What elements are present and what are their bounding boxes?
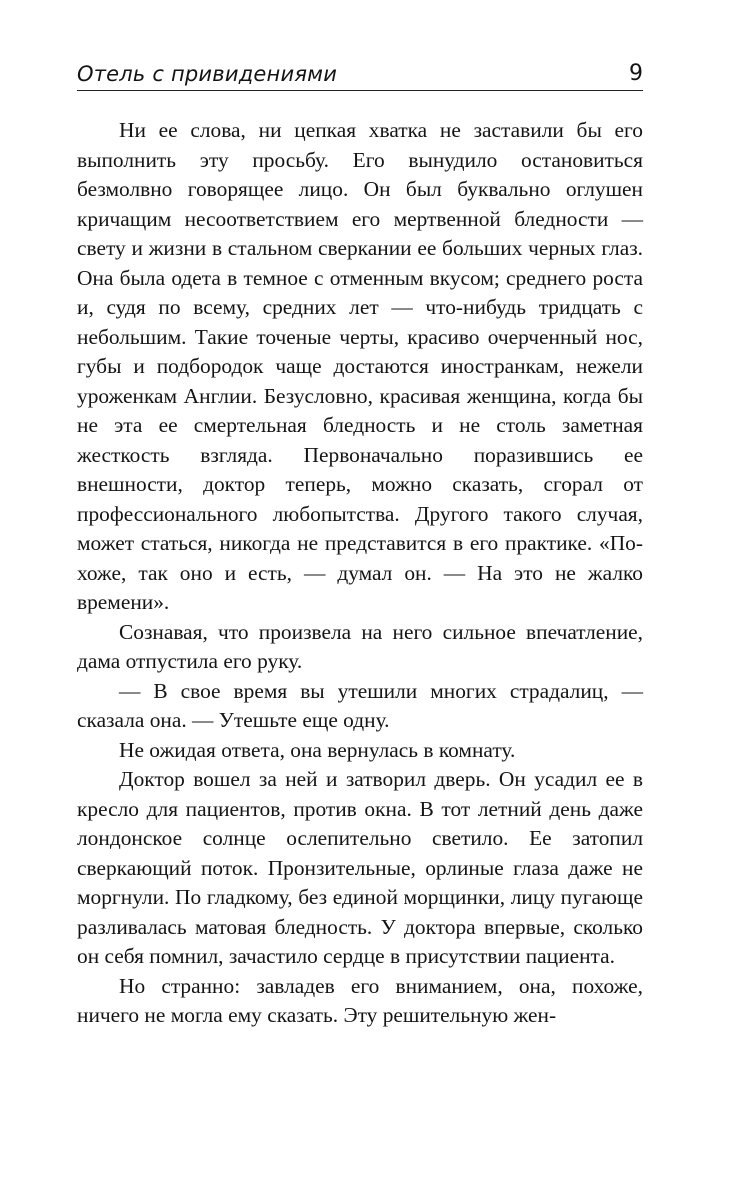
paragraph: Доктор вошел за ней и затворил дверь. Он усадил ее в кресло для пациентов, против окна. В тот летний день даже лондонское солнце ослепительно светило. Ее затопил сверкающий поток. Пронзительные, орлиные глаза даже не моргнули. По гладкому, без единой морщинки, лицу пугающе разливалась матовая бледность. У доктора впервые, сколько он себя помнил, зачастило сердце в присутствии пациента. bbox=[77, 767, 643, 968]
body-text bbox=[77, 116, 643, 1031]
paragraph: Ни ее слова, ни цепкая хватка не заставили бы его выполнить эту просьбу. Его вынудило остановиться безмолвно говорящее лицо. Он был буквально оглушен кричащим несоответствием его мертвенной бледности — свету и жизни в стальном сверкании ее больших черных глаз. Она была одета в темное с отменным вкусом; среднего роста и, судя по всему, средних лет — что-нибудь тридцать с небольшим. Такие точеные черты, красиво очерченный нос, губы и подбородок чаще достаются иностранкам, нежели уроженкам Англии. Безусловно, красивая женщина, когда бы не эта ее смертельная бледность и не столь заметная жесткость взгляда. Первоначально поразившись ее внешности, доктор теперь, можно сказать, сгорал от профессионального любопытства. Другого такого случая, может статься, никогда не представится в его практике. «Похоже, так оно и есть, — думал он. — На это не жалко времени». bbox=[77, 118, 643, 614]
paragraph: Сознавая, что произвела на него сильное впечатление, дама отпустила его руку. bbox=[77, 619, 643, 673]
running-title: Отель с привидениями bbox=[77, 62, 338, 86]
page-number: 9 bbox=[629, 61, 643, 86]
paragraph: Но странно: завладев его вниманием, она, похоже, ничего не могла ему сказать. Эту решительную жен- bbox=[77, 973, 643, 1027]
paragraph: Не ожидая ответа, она вернулась в комнату. bbox=[119, 737, 516, 762]
paragraph: — В свое время вы утешили многих страдалиц, — сказала она. — Утешьте еще одну. bbox=[77, 678, 643, 732]
running-header bbox=[77, 56, 643, 91]
